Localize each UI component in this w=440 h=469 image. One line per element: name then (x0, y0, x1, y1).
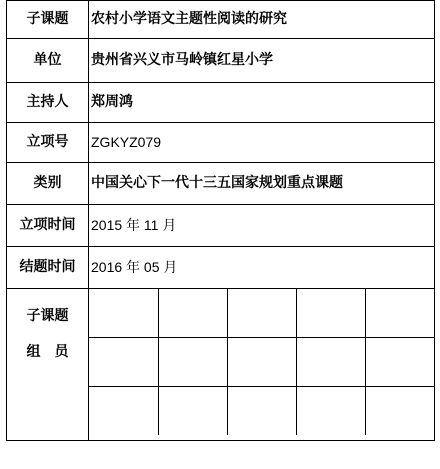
row-conclusion-time (7, 247, 435, 289)
row-project-number (7, 123, 435, 163)
category-label: 类别 (7, 163, 89, 205)
member-cell (227, 387, 296, 436)
member-cell (158, 338, 227, 387)
member-cell (89, 289, 158, 338)
members-grid (89, 289, 434, 435)
members-grid-row (89, 289, 434, 338)
row-unit (7, 39, 435, 83)
project-info-table (6, 0, 435, 441)
row-members (7, 289, 435, 441)
members-label (7, 289, 89, 441)
unit-label: 单位 (7, 39, 89, 83)
row-subject (7, 1, 435, 39)
host-value: 郑周鸿 (89, 83, 435, 123)
member-cell (365, 338, 434, 387)
unit-value: 贵州省兴义市马岭镇红星小学 (89, 39, 435, 83)
members-label-line1: 子课题 (26, 308, 69, 324)
row-approval-time (7, 205, 435, 247)
project-info-form (6, 0, 434, 450)
approval-time-label: 立项时间 (7, 205, 89, 247)
conclusion-time-label: 结题时间 (7, 247, 89, 289)
row-host (7, 83, 435, 123)
member-cell (365, 289, 434, 338)
members-grid-cell (89, 289, 435, 441)
host-label: 主持人 (7, 83, 89, 123)
project-number-value: ZGKYZ079 (89, 123, 435, 163)
member-cell (296, 387, 365, 436)
row-category (7, 163, 435, 205)
member-cell (227, 338, 296, 387)
approval-time-value: 2015 年 11 月 (89, 205, 435, 247)
member-cell (158, 387, 227, 436)
member-cell (158, 289, 227, 338)
members-grid-row (89, 387, 434, 436)
member-cell (296, 289, 365, 338)
members-grid-row (89, 338, 434, 387)
subject-label: 子课题 (7, 1, 89, 39)
subject-value: 农村小学语文主题性阅读的研究 (89, 1, 435, 39)
member-cell (365, 387, 434, 436)
conclusion-time-value: 2016 年 05 月 (89, 247, 435, 289)
member-cell (89, 387, 158, 436)
project-number-label: 立项号 (7, 123, 89, 163)
member-cell (227, 289, 296, 338)
member-cell (89, 338, 158, 387)
category-value: 中国关心下一代十三五国家规划重点课题 (89, 163, 435, 205)
members-label-line2: 组员 (26, 343, 83, 360)
member-cell (296, 338, 365, 387)
